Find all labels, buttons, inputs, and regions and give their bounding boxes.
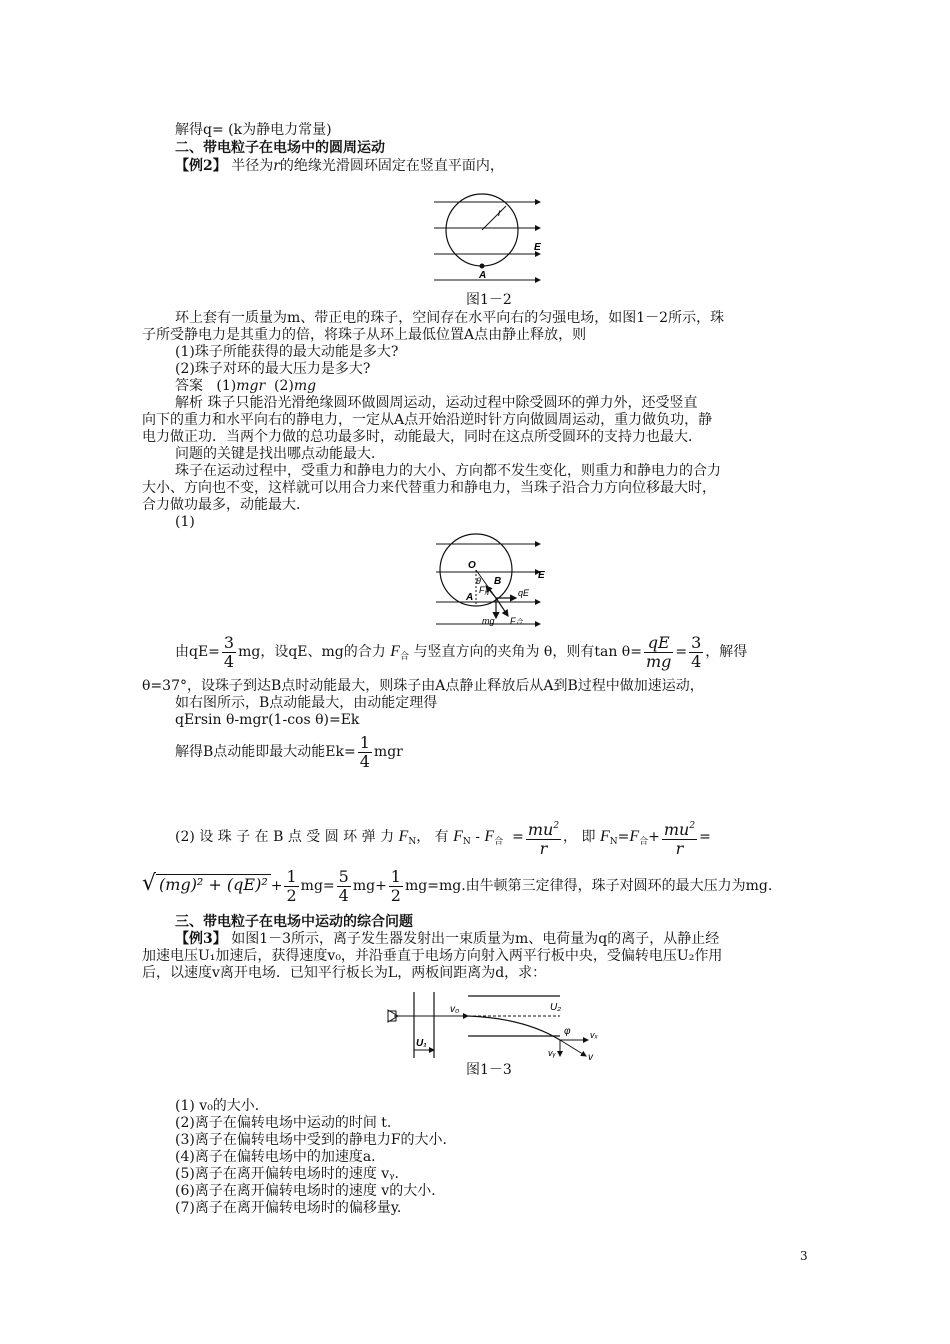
- formula-line-1: [175, 632, 747, 672]
- sub-he: 合: [639, 837, 649, 847]
- example-3-line: 后，以速度v离开电场．已知平行板长为L，两板间距离为d，求：: [142, 965, 547, 981]
- text: 半径为: [226, 158, 274, 174]
- figure-1-3-caption: 图1－3: [466, 1062, 512, 1078]
- formula-line-7: [142, 864, 772, 904]
- fraction-3-4: $\frac{3}{4}$: [691, 632, 702, 671]
- example-tag: 【例2】: [175, 158, 227, 174]
- formula-line-3: 如右图所示，B点动能最大，由动能定理得: [175, 695, 438, 711]
- fraction-1-2: $\frac{1}{2}$: [286, 866, 297, 905]
- label-E: E: [534, 242, 541, 253]
- label-vx: vₓ: [590, 1030, 598, 1040]
- result-line: 解得q= (k为静电力常量): [175, 122, 332, 138]
- fraction-1-4: $\frac{1}{4}$: [359, 732, 370, 771]
- example-3-line: [175, 931, 719, 947]
- solution-line: 合力做功最多，动能最大．: [142, 497, 310, 513]
- page-number: 3: [800, 1249, 808, 1263]
- question-1: (1)珠子所能获得的最大动能是多大?: [175, 344, 399, 360]
- label-A: A: [479, 270, 487, 281]
- sub-N: N: [609, 837, 618, 847]
- solution-line: 珠子在运动过程中，受重力和静电力的大小、方向都不发生变化，则重力和静电力的合力: [175, 463, 721, 479]
- text: ， 有: [416, 829, 449, 845]
- text: +: [270, 878, 283, 894]
- label-phi: φ: [564, 1026, 571, 1037]
- text: 解得B点动能即最大动能Ek=: [175, 744, 356, 760]
- answer-line: [175, 378, 316, 394]
- label-v0: v₀: [450, 1004, 460, 1015]
- text: =: [512, 829, 524, 845]
- label-A: A: [466, 592, 474, 603]
- label-vy: vᵧ: [548, 1048, 556, 1058]
- text: mg，设qE、mg的合力: [238, 644, 386, 660]
- sqrt-body: (mg)² + (qE)²: [156, 874, 271, 894]
- figure-1-2: [430, 190, 550, 290]
- fraction-3-4: $\frac{3}{4}$: [223, 632, 235, 671]
- answer-1-value: mgr: [236, 378, 266, 394]
- sub-question: (4)离子在偏转电场中的加速度a.: [175, 1149, 376, 1165]
- section-heading-2: 二、带电粒子在电场中的圆周运动: [175, 140, 385, 156]
- answer-2-value: mg: [293, 378, 317, 394]
- text: =: [675, 644, 688, 660]
- text: 与竖直方向的夹角为 θ，则有tan θ=: [413, 644, 642, 660]
- label-U2: U₂: [550, 1002, 562, 1013]
- label-F-he: F合: [510, 616, 523, 626]
- example-3-line: 加速电压U₁加速后，获得速度v₀，并沿垂直于电场方向射入两平行板中央，受偏转电压U₂作用: [142, 948, 723, 964]
- label-mg: mg: [482, 616, 495, 626]
- label-qE: qE: [518, 588, 530, 598]
- label-E: E: [538, 570, 545, 581]
- text: mg=mg.由牛顿第三定律得，珠子对圆环的最大压力为mg.: [404, 878, 773, 894]
- figure-1-3: [384, 990, 604, 1062]
- fraction-qE-mg: $\frac{qE}{mg}$: [645, 632, 672, 671]
- solution-line: 电力做正功．当两个力做的总功最多时，动能最大，同时在这点所受圆环的支持力也最大．: [142, 429, 702, 445]
- paragraph-line: 环上套有一质量为m、带正电的珠子，空间存在水平向右的匀强电场，如图1－2所示，珠: [175, 310, 725, 326]
- text: ，解得: [705, 644, 748, 660]
- sub-question: (2)离子在偏转电场中运动的时间 t.: [175, 1115, 392, 1131]
- var-r: r: [273, 158, 280, 174]
- text: 的绝缘光滑圆环固定在竖直平面内，: [279, 158, 504, 174]
- var-F: F: [599, 828, 610, 845]
- sub-question: (6)离子在离开偏转电场时的速度 v的大小．: [175, 1183, 446, 1199]
- text: (1): [216, 378, 237, 394]
- fraction-1-2: $\frac{1}{2}$: [390, 866, 401, 905]
- text: 由qE=: [175, 644, 220, 660]
- question-2: (2)珠子对环的最大压力是多大?: [175, 361, 371, 377]
- var-F: F: [484, 828, 495, 845]
- text: =: [617, 829, 630, 845]
- example-2-line: [175, 158, 504, 174]
- sub-question: (5)离子在离开偏转电场时的速度 vᵧ.: [175, 1166, 399, 1182]
- var-F: F: [398, 828, 409, 845]
- solution-line: 解析 珠子只能沿光滑绝缘圆环做圆周运动，运动过程中除受圆环的弹力外，还受竖直: [175, 395, 698, 411]
- label-r: r: [498, 208, 502, 219]
- solution-line: (1): [175, 514, 195, 530]
- sub-he: 合: [400, 652, 410, 662]
- section-heading-3: 三、带电粒子在电场中运动的综合问题: [175, 914, 413, 930]
- text: mg=: [300, 878, 335, 894]
- text: mg+: [352, 878, 387, 894]
- sub-question: (7)离子在离开偏转电场时的偏移量y.: [175, 1200, 402, 1216]
- label-U1: U₁: [416, 1038, 427, 1049]
- var-F: F: [453, 828, 463, 845]
- sub-N: N: [408, 837, 417, 847]
- force-diagram: [432, 532, 552, 628]
- formula-line-5: [175, 732, 403, 772]
- label-v: v: [588, 1052, 593, 1062]
- solution-line: 大小、方向也不变，这样就可以用合力来代替重力和静电力，当珠子沿合力方向位移最大时，: [142, 480, 716, 496]
- fraction-mu2-r: $\frac{mu^2}{r}$: [663, 819, 696, 858]
- fraction-mu2-r: $\frac{mu^2}{r}$: [527, 819, 560, 858]
- label-theta: θ: [476, 576, 481, 586]
- var-F: F: [629, 828, 640, 845]
- sub-N: N: [462, 837, 471, 847]
- formula-line-2: θ=37°，设珠子到达B点时动能最大，则珠子由A点静止释放后从A到B过程中做加速运动，: [142, 678, 704, 694]
- solution-line: 问题的关键是找出哪点动能最大．: [175, 446, 385, 462]
- answer-label: 答案: [175, 378, 203, 394]
- paragraph-line: 子所受静电力是其重力的倍，将珠子从环上最低位置A点由静止释放，则: [142, 327, 587, 343]
- sub-he: 合: [494, 837, 504, 847]
- text: ， 即: [563, 829, 596, 845]
- figure-1-2-caption: 图1－2: [466, 292, 512, 308]
- formula-line-6: (2) 设 珠 子 在 B 点 受 圆 环 弹 力 $F_N$， 有 $F_N - F_合$ = $\frac{mu^2}{r}$ ， 即 $F_N=F_合+$ $\frac{mu^2}{r}$ =: [175, 812, 711, 862]
- sub-question: (1) v₀的大小．: [175, 1098, 269, 1114]
- var-F: F: [390, 643, 400, 660]
- sub-question: (3)离子在偏转电场中受到的静电力F的大小．: [175, 1132, 457, 1148]
- label-FN: $F_N$: [479, 585, 489, 597]
- fraction-5-4: $\frac{5}{4}$: [338, 866, 349, 905]
- example-tag: 【例3】: [175, 931, 227, 947]
- text: (2) 设 珠 子 在 B 点 受 圆 环 弹 力: [175, 829, 395, 845]
- label-O: O: [468, 560, 476, 571]
- sqrt-symbol: √: [142, 871, 157, 896]
- text: mgr: [373, 744, 403, 760]
- solution-line: 向下的重力和水平向右的静电力，一定从A点开始沿逆时针方向做圆周运动，重力做负功，静: [142, 412, 713, 428]
- label-B: B: [494, 576, 502, 587]
- text: 如图1－3所示，离子发生器发射出一束质量为m、电荷量为q的离子，从静止经: [226, 931, 720, 947]
- text: (2): [274, 378, 294, 394]
- formula-line-4: qErsin θ-mgr(1-cos θ)=Ek: [175, 712, 360, 728]
